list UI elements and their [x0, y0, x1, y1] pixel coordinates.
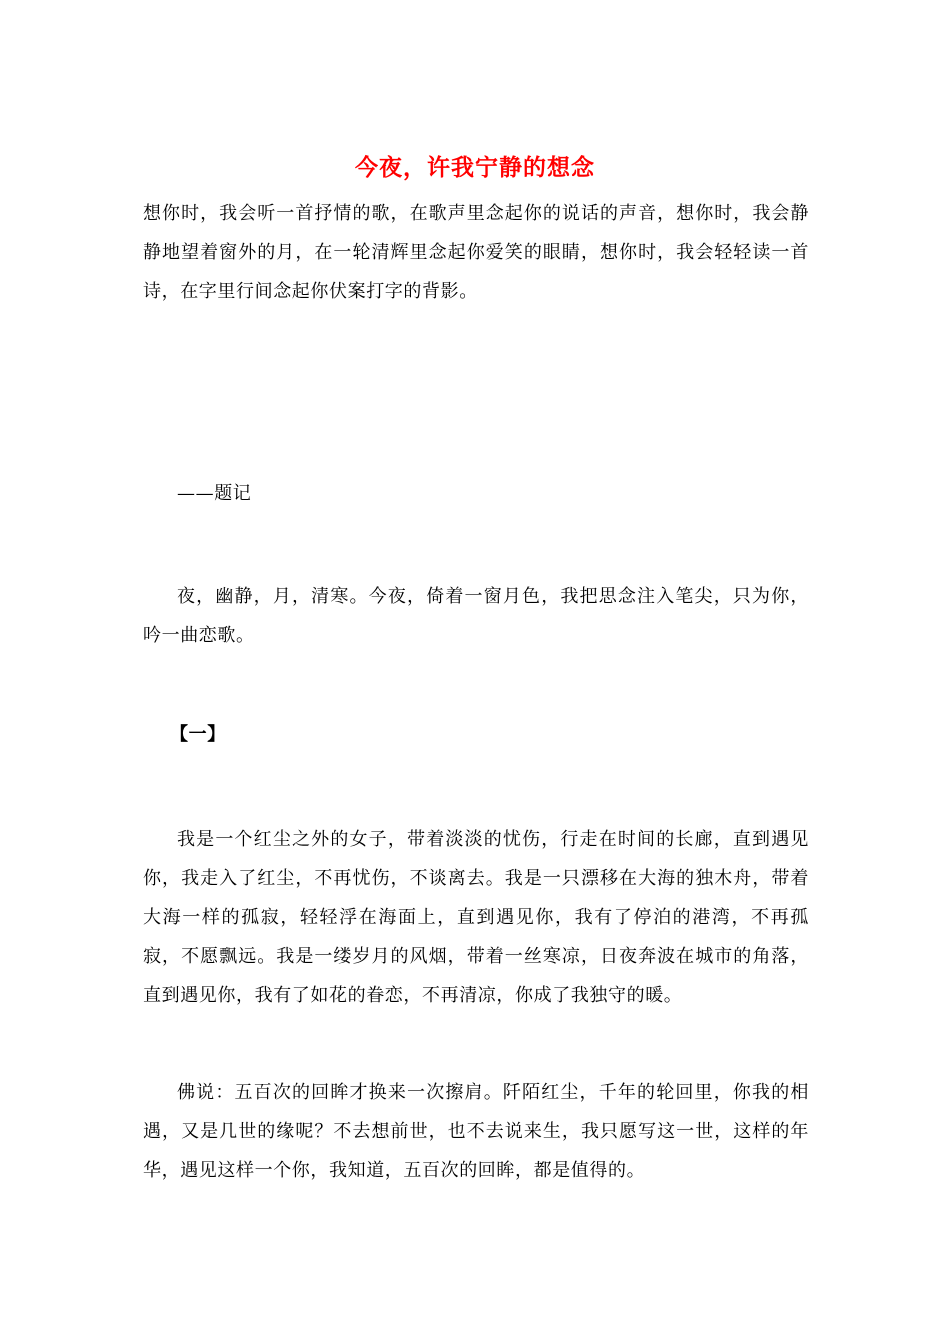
signature-line: ——题记 — [177, 483, 252, 504]
intro-paragraph: 想你时，我会听一首抒情的歌，在歌声里念起你的说话的声音，想你时，我会静静地望着窗外的月，在一轮清辉里念起你爱笑的眼睛，想你时，我会轻轻读一首诗，在字里行间念起你伏案打字的背影。 — [143, 203, 809, 302]
section-one-paragraph: 我是一个红尘之外的女子，带着淡淡的忧伤，行走在时间的长廊，直到遇见你，我走入了红尘，不再忧伤，不谈离去。我是一只漂移在大海的独木舟，带着大海一样的孤寂，轻轻浮在海面上，直到遇见你，我有了停泊的港湾，不再孤寂，不愿飘远。我是一缕岁月的风烟，带着一丝寒凉，日夜奔波在城市的角落，直到遇见你，我有了如花的眷恋，不再清凉，你成了我独守的暖。 — [143, 829, 809, 1006]
buddha-paragraph: 佛说：五百次的回眸才换来一次擦肩。阡陌红尘，千年的轮回里，你我的相遇，又是几世的缘呢？不去想前世，也不去说来生，我只愿写这一世，这样的年华，遇见这样一个你，我知道，五百次的回眸，都是值得的。 — [143, 1082, 809, 1181]
document-title: 今夜，许我宁静的想念 — [355, 154, 595, 181]
section-heading-one: 【一】 — [170, 724, 226, 745]
night-paragraph: 夜，幽静，月，清寒。今夜，倚着一窗月色，我把思念注入笔尖，只为你，吟一曲恋歌。 — [143, 586, 809, 646]
